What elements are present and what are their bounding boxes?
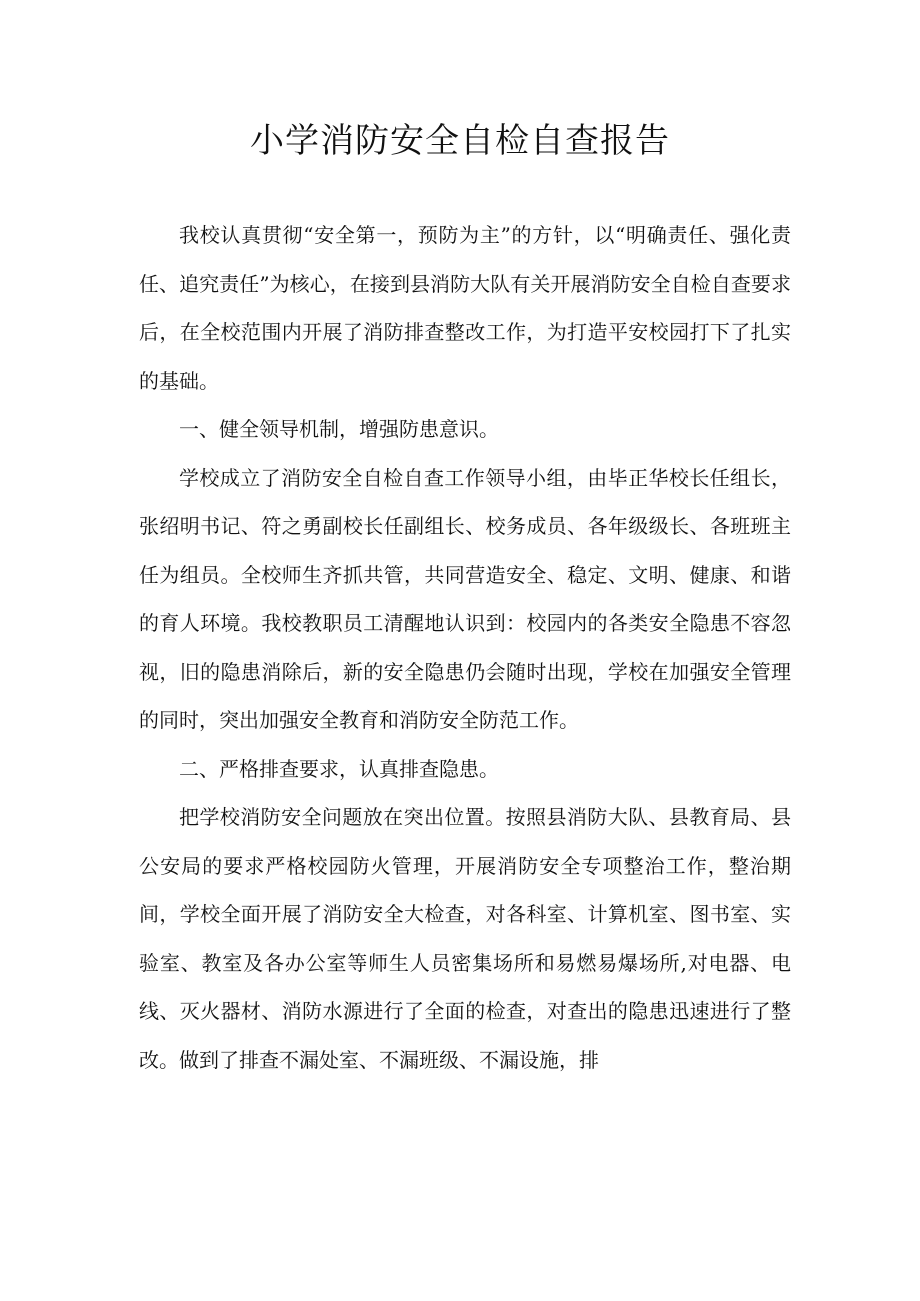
section-heading-1: 一、健全领导机制，增强防患意识。 [179, 417, 499, 441]
document-body [139, 211, 791, 1084]
section-heading-2: 二、严格排查要求，认真排查隐患。 [179, 756, 499, 781]
section-1-paragraph: 学校成立了消防安全自检自查工作领导小组，由毕正华校长任组长，张绍明书记、符之勇副校长任副组长、校务成员、各年级级长、各班班主任为组员。全校师生齐抓共管，共同营造安全、稳定、文明、健康、和谐的育人环境。我校教职员工清醒地认识到：校园内的各类安全隐患不容忽视，旧的隐患消除后，新的安全隐患仍会随时出现，学校在加强安全管理的同时，突出加强安全教育和消防安全防范工作。 [139, 465, 791, 732]
section-2-paragraph: 把学校消防安全问题放在突出位置。按照县消防大队、县教育局、县公安局的要求严格校园防火管理，开展消防安全专项整治工作，整治期间，学校全面开展了消防安全大检查，对各科室、计算机室、图书室、实验室、教室及各办公室等师生人员密集场所和易燃易爆场所,对电器、电线、灭火器材、消防水源进行了全面的检查，对查出的隐患迅速进行了整改。做到了排查不漏处室、不漏班级、不漏设施，排 [139, 805, 791, 1072]
intro-paragraph: 我校认真贯彻“安全第一，预防为主”的方针，以“明确责任、强化责任、追究责任”为核心，在接到县消防大队有关开展消防安全自检自查要求后，在全校范围内开展了消防排查整改工作，为打造平安校园打下了扎实的基础。 [139, 223, 791, 393]
document-title: 小学消防安全自检自查报告 [250, 121, 670, 161]
